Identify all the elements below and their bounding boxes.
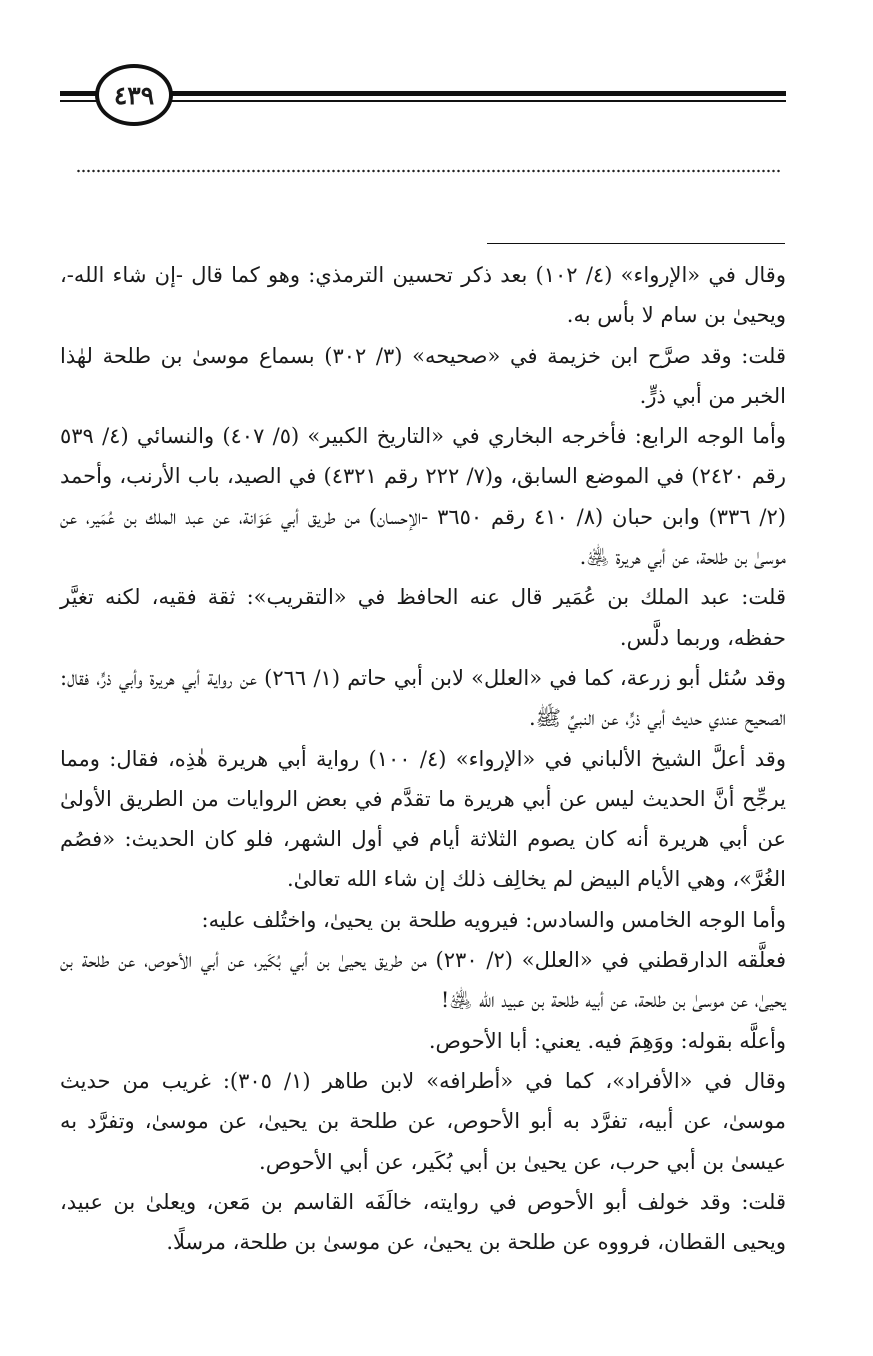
- paragraph: وقد سُئل أبو زرعة، كما في «العلل» لابن أبي حاتم (١/ ٢٦٦) عن رواية أبي هريرة وأبي ذرٍّ، فقال: الصحيح عندي حديث أبي ذرٍّ، عن النبيِّ ﷺ.: [60, 665, 786, 731]
- page-number-oval: [95, 64, 173, 126]
- paragraph: قلت: وقد صرَّح ابن خزيمة في «صحيحه» (٣/ ٣٠٢) بسماع موسىٰ بن طلحة لهٰذا الخبر من أبي ذرٍّ.: [60, 343, 786, 408]
- paragraph: وأما الوجه الخامس والسادس: فيرويه طلحة بن يحيىٰ، واختُلف عليه:: [201, 907, 786, 932]
- paragraph: فعلَّقه الدارقطني في «العلل» (٢/ ٢٣٠) من طريق يحيىٰ بن أبي بُكَير، عن أبي الأحوص، عن طلحة بن يحيىٰ، عن موسىٰ بن طلحة، عن أبيه طلحة بن عبيد الله ﵁!: [60, 948, 786, 1013]
- footnote-rule: [487, 243, 785, 244]
- paragraph: وأما الوجه الرابع: فأخرجه البخاري في «التاريخ الكبير» (٥/ ٤٠٧) والنسائي (٤/ ٥٣٩ رقم ٢٤٢٠) في الموضع السابق، و(٧/ ٢٢٢ رقم ٤٣٢١) في الصيد، باب الأرنب، وأحمد (٢/ ٣٣٦) وابن حبان (٨/ ٤١٠ رقم ٣٦٥٠ -الإحسان) من طريق أبي عَوَانة، عن عبد الملك بن عُمَير، عن موسىٰ بن طلحة، عن أبي هريرة ﵁.: [60, 424, 786, 570]
- page-header: [0, 0, 873, 140]
- paragraph: وأعلَّه بقوله: ووَهِمَ فيه. يعني: أبا الأحوص.: [428, 1028, 786, 1053]
- paragraph: وقال في «الإرواء» (٤/ ١٠٢) بعد ذكر تحسين الترمذي: وهو كما قال -إن شاء الله-، ويحيىٰ بن سام لا بأس به.: [60, 263, 786, 328]
- page-number: ٤٣٩: [113, 80, 155, 110]
- paragraph: قلت: وقد خولف أبو الأحوص في روايته، خالَفَه القاسم بن مَعن، ويعلىٰ بن عبيد، ويحيى القطان، فرووه عن طلحة بن يحيىٰ، عن موسىٰ بن طلحة، مرسلًا.: [60, 1189, 786, 1255]
- dotted-separator: [76, 168, 780, 174]
- footnote-text: [60, 255, 786, 1262]
- paragraph: وقد أعلَّ الشيخ الألباني في «الإرواء» (٤/ ١٠٠) رواية أبي هريرة هٰذِه، فقال: ومما يرجِّح أنَّ الحديث ليس عن أبي هريرة ما تقدَّم في بعض الروايات من الطريق الأولىٰ عن أبي هريرة أنه كان يصوم الثلاثة أيام في أول الشهر، فلو كان الحديث: «فصُم الغُرَّ»، وهي الأيام البيض لم يخالِف ذلك إن شاء الله تعالىٰ.: [60, 746, 786, 892]
- paragraph: وقال في «الأفراد»، كما في «أطرافه» لابن طاهر (١/ ٣٠٥): غريب من حديث موسىٰ، عن أبيه، تفرَّد به أبو الأحوص، عن طلحة بن يحيىٰ، عن موسىٰ، وتفرَّد به عيسىٰ بن أبي حرب، عن يحيىٰ بن أبي بُكَير، عن أبي الأحوص.: [60, 1068, 786, 1174]
- paragraph: قلت: عبد الملك بن عُمَير قال عنه الحافظ في «التقريب»: ثقة فقيه، لكنه تغيَّر حفظه، وربما دلَّس.: [60, 585, 786, 650]
